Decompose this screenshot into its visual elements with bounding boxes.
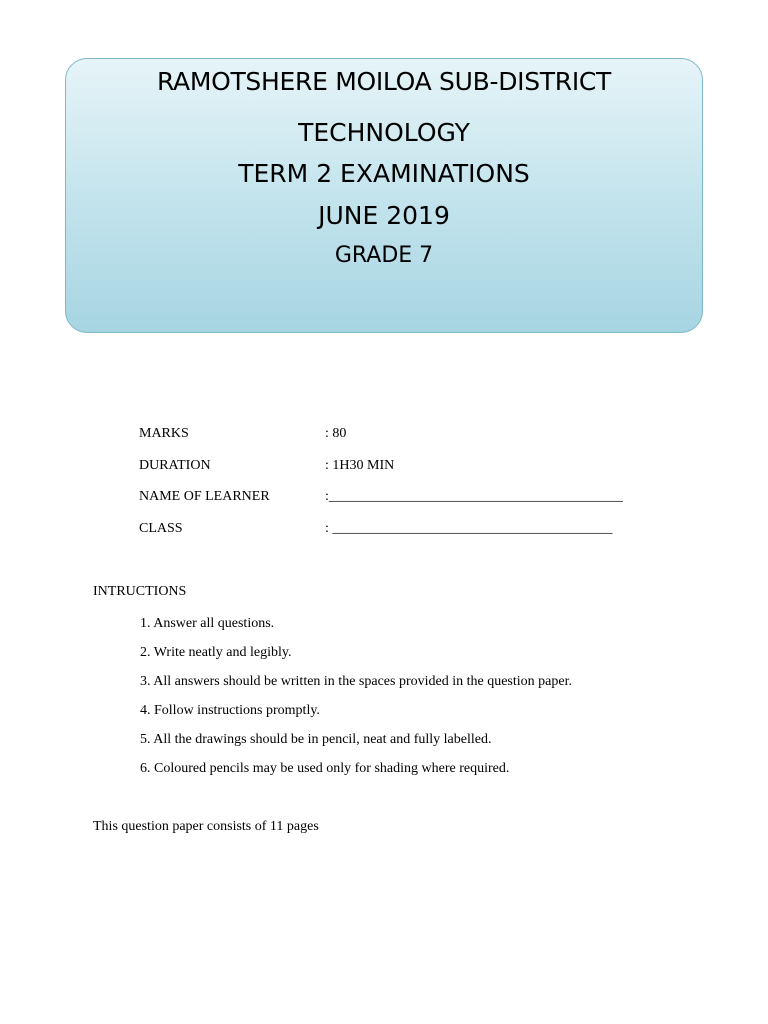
instruction-item: 6. Coloured pencils may be used only for shading where required.: [140, 761, 510, 776]
district-title: RAMOTSHERE MOILOA SUB-DISTRICT: [156, 67, 612, 96]
instruction-item: 5. All the drawings should be in pencil, neat and fully labelled.: [140, 732, 492, 747]
grade-label: GRADE 7: [334, 243, 434, 268]
exam-header-box: [65, 58, 703, 333]
learner-name-row: [139, 489, 659, 521]
duration-row: [139, 458, 659, 490]
marks-row: [139, 426, 659, 458]
class-field: : ________________________________________: [325, 520, 613, 536]
duration-label: DURATION: [139, 457, 211, 473]
marks-value: : 80: [325, 426, 347, 441]
instruction-item: 2. Write neatly and legibly.: [140, 645, 292, 660]
page-count-note: This question paper consists of 11 pages: [93, 819, 319, 834]
instruction-item: 3. All answers should be written in the spaces provided in the question paper.: [140, 674, 572, 689]
duration-value: : 1H30 MIN: [325, 457, 395, 473]
instruction-item: 4. Follow instructions promptly.: [140, 703, 320, 718]
subject-title: TECHNOLOGY: [298, 118, 470, 147]
exam-details: [139, 426, 659, 552]
learner-name-field: :__________________________________________: [325, 489, 623, 504]
exam-title: TERM 2 EXAMINATIONS: [238, 159, 530, 188]
instructions-heading: INTRUCTIONS: [93, 584, 187, 599]
instruction-item: 1. Answer all questions.: [140, 616, 275, 631]
exam-date: JUNE 2019: [318, 201, 450, 230]
class-row: [139, 521, 659, 553]
class-label: CLASS: [139, 520, 183, 536]
instructions-list: [140, 616, 572, 790]
marks-label: MARKS: [139, 426, 189, 441]
learner-name-label: NAME OF LEARNER: [139, 489, 270, 504]
